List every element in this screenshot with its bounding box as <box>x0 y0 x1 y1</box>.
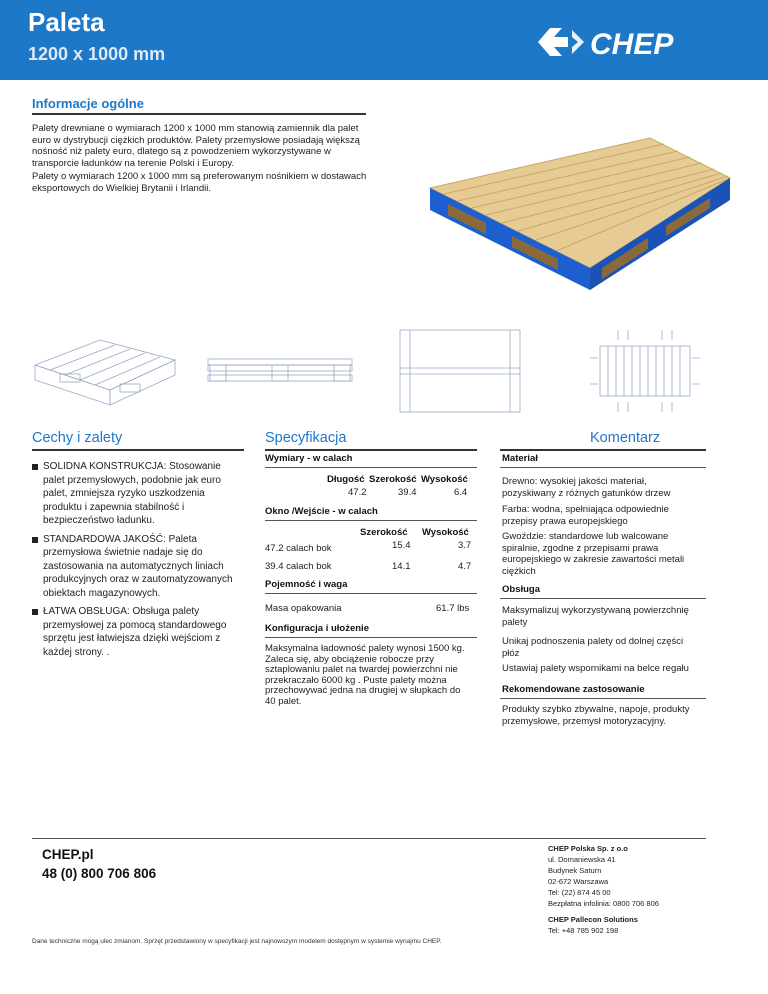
footer-address-line: 02-672 Warszawa <box>548 877 609 886</box>
dims-divider <box>265 467 477 468</box>
dims-header-length: Długość <box>327 474 365 485</box>
opening-title: Okno /Wejście - w calach <box>265 506 378 517</box>
header-banner <box>0 0 768 80</box>
opening-divider <box>265 520 477 521</box>
comment-heading: Komentarz <box>590 430 661 446</box>
footer-contact <box>42 845 156 883</box>
material-item: Farba: wodna, spełniająca odpowiednie przepisy prawa europejskiego <box>502 504 669 527</box>
footer-site-link[interactable]: CHEP.pl <box>42 847 94 862</box>
material-item: Drewno: wysokiej jakości materiał, pozyskiwany z różnych gatunków drzew <box>502 476 671 499</box>
weight-title: Pojemność i waga <box>265 579 348 590</box>
intro-paragraph-2: Palety o wymiarach 1200 x 1000 mm są preferowanym nośnikiem w dostawach eksportowych do Wielkiej Brytanii i Irlandii. <box>32 171 367 194</box>
logo-text: CHEP <box>590 28 674 61</box>
spec-heading: Specyfikacja <box>265 430 347 446</box>
config-title: Konfiguracja i ułożenie <box>265 623 369 634</box>
opening-header-height: Wysokość <box>422 527 469 538</box>
config-divider <box>265 637 477 638</box>
footer-address-line: ul. Domaniewska 41 <box>548 855 616 864</box>
handling-item: Ustawiaj palety wspornikami na belce regału <box>502 663 689 674</box>
weight-divider <box>265 593 477 594</box>
handling-item: Unikaj podnoszenia palety od dolnej części płóz <box>502 636 684 659</box>
features-list <box>32 460 242 664</box>
handling-item: Maksymalizuj wykorzystywaną powierzchnię palety <box>502 605 689 628</box>
footer-address-line: Budynek Saturn <box>548 866 602 875</box>
opening-row-label: 47.2 calach bok <box>265 543 332 554</box>
page-title: Paleta <box>28 7 105 37</box>
dims-value-height: 6.4 <box>454 487 468 498</box>
intro-divider <box>32 113 366 115</box>
handling-divider <box>500 598 706 599</box>
features-item: SOLIDNA KONSTRUKCJA: Stosowanie palet przemysłowych, podobnie jak euro palet, zmniejsza ryzyko uszkodzenia produktu i zapewnia stabilność i bezpieczeństwo ładunku. <box>32 460 242 528</box>
material-item: Gwoździe: standardowe lub walcowane spiralnie, zgodne z przepisami prawa europejskiego w zakresie zawartości metali ciężkich <box>502 531 685 577</box>
opening-header-width: Szerokość <box>360 527 408 538</box>
footer-phone: 48 (0) 800 706 806 <box>42 866 157 881</box>
handling-title: Obsługa <box>502 584 541 595</box>
material-divider <box>500 467 706 468</box>
weight-value: 61.7 lbs <box>436 603 470 614</box>
usage-divider <box>500 698 706 699</box>
footer-company: CHEP Polska Sp. z o.o <box>548 844 628 853</box>
opening-row-width: 15.4 <box>392 540 411 551</box>
pallet-bottom-drawing <box>590 328 700 414</box>
dims-header-height: Wysokość <box>421 474 468 485</box>
usage-title: Rekomendowane zastosowanie <box>502 684 645 695</box>
footer-address-line: Bezpłatna infolinia: 0800 706 806 <box>548 899 659 908</box>
footer-company-2: CHEP Pallecon Solutions <box>548 915 638 924</box>
pallet-top-drawing <box>398 328 522 414</box>
footer-divider <box>32 838 706 839</box>
pallet-side-drawing <box>205 355 355 385</box>
pallet-iso-drawing <box>30 330 180 410</box>
intro-paragraph-1: Palety drewniane o wymiarach 1200 x 1000 mm stanowią zamiennik dla palet euro w dystrybucji ciężkich produktów. Palety przemysłowe posiadają większą nośność niż palety euro, dlatego są z powodzeniem wykorzystywane w transporcie ładunków na terenie Polski i Europy. <box>32 123 360 169</box>
material-title: Materiał <box>502 453 538 464</box>
footer-phone-2: Tel: +48 785 902 198 <box>548 926 619 935</box>
footer-disclaimer: Dane techniczne mogą ulec zmianom. Sprzęt przedstawiony w specyfikacji jest najnowszym modelem dostępnym w systemie wynajmu CHEP. <box>32 938 442 945</box>
usage-text: Produkty szybko zbywalne, napoje, produkty przemysłowe, przemysł motoryzacyjny. <box>502 704 690 727</box>
footer-address-line: Tel: (22) 874 45 00 <box>548 888 611 897</box>
comment-divider <box>500 449 706 451</box>
pallet-photo <box>420 118 740 300</box>
chep-logo <box>528 22 718 62</box>
opening-row-label: 39.4 calach bok <box>265 561 332 572</box>
features-item: STANDARDOWA JAKOŚĆ: Paleta przemysłowa świetnie nadaje się do zastosowania na automatycznych liniach produkcyjnych oraz w zautomatyzowanych obiektach magazynowych. <box>32 533 242 601</box>
spec-divider <box>265 449 477 451</box>
intro-heading: Informacje ogólne <box>32 96 144 111</box>
features-heading: Cechy i zalety <box>32 430 123 446</box>
dims-value-length: 47.2 <box>348 487 367 498</box>
page-subtitle: 1200 x 1000 mm <box>28 44 166 64</box>
features-divider <box>32 449 244 451</box>
dims-header-width: Szerokość <box>369 474 417 485</box>
dims-title: Wymiary - w calach <box>265 453 353 464</box>
opening-row-height: 3.7 <box>458 540 472 551</box>
opening-row-width: 14.1 <box>392 561 411 572</box>
dims-value-width: 39.4 <box>398 487 417 498</box>
weight-label: Masa opakowania <box>265 603 342 614</box>
features-item: ŁATWA OBSŁUGA: Obsługa palety przemysłowej za pomocą standardowego sprzętu jest łatwiejsza dzięki wejściom z każdej strony. . <box>32 605 242 659</box>
config-text: Maksymalna ładowność palety wynosi 1500 kg. Zaleca się, aby obciążenie robocze przy sztaplowaniu palet na twardej powierzchni nie przekraczało 6000 kg . Puste palety można przechowywać jedna na drugiej w słupkach do 40 palet. <box>265 643 465 707</box>
opening-row-height: 4.7 <box>458 561 472 572</box>
